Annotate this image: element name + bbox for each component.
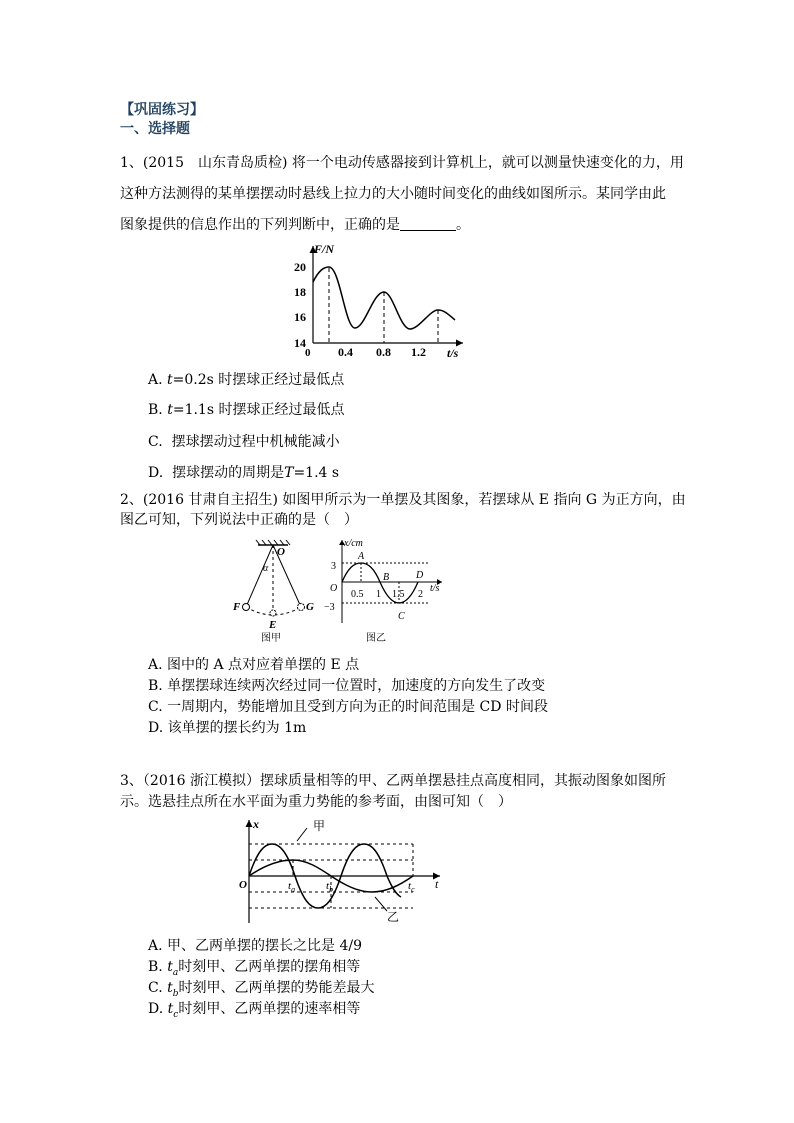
q1-ytick-16: 16	[294, 310, 306, 324]
answer-blank	[400, 216, 456, 231]
fig-jia-caption: 图甲	[261, 633, 281, 644]
q1-line3	[120, 215, 470, 235]
q1-option-c[interactable]: C. 摆球摆动过程中机械能减小	[148, 434, 340, 450]
bob-left	[243, 604, 250, 611]
q3-option-a[interactable]: A. 甲、乙两单摆的摆长之比是 4/9	[148, 938, 362, 954]
q3-line1: 3、（2016 浙江模拟）摆球质量相等的甲、乙两单摆悬挂点高度相同，其振动图象如图所	[120, 773, 666, 789]
bracket-title: 【巩固练习】	[120, 102, 204, 118]
q1-xtick-0.8: 0.8	[376, 345, 391, 359]
fig-yi-caption: 图乙	[366, 633, 386, 644]
q2-ytick-neg3: −3	[324, 602, 335, 613]
label-tb: $t_b$	[326, 880, 334, 894]
q2-point-a: A	[358, 551, 365, 562]
q3-line2: 示。选悬挂点所在水平面为重力势能的参考面，由图可知（ ）	[120, 794, 512, 810]
point-f-label: F	[233, 601, 241, 613]
label-yi: 乙	[387, 910, 400, 924]
q2-option-c[interactable]: C. 一周期内，势能增加且受到方向为正的时间范围是 CD 时间段	[148, 699, 548, 715]
q1-xtick-0.4: 0.4	[338, 345, 353, 359]
q1-ytick-14: 14	[294, 336, 306, 350]
q3-origin: O	[239, 879, 247, 891]
q2-line1: 2、(2016 甘肃自主招生) 如图甲所示为一单摆及其图象，若摆球从 E 指向 G 为正方向，由	[120, 492, 686, 508]
q1-option-d[interactable]: D. 摆球摆动的周期是T=1.4 s	[148, 465, 340, 481]
q3-option-b[interactable]: B. $t_a$时刻甲、乙两单摆的摆角相等	[148, 959, 361, 978]
q1-ytick-18: 18	[294, 285, 306, 299]
q2-point-d: D	[416, 570, 424, 581]
label-ta: $t_a$	[288, 880, 296, 894]
q2-x-label: t/s	[430, 583, 440, 594]
point-o-label: O	[277, 546, 285, 558]
q1-force-curve	[313, 267, 455, 329]
q1-y-label: F/N	[314, 242, 335, 256]
q1-line1: 1、(2015 山东青岛质检) 将一个电动传感器接到计算机上，就可以测量快速变化的力，用	[120, 155, 684, 171]
q2-point-c: C	[398, 611, 405, 622]
q1-origin: 0	[305, 347, 311, 359]
part-title: 一、选择题	[120, 121, 190, 137]
bob-right	[298, 604, 305, 611]
q3-option-c[interactable]: C. $t_b$时刻甲、乙两单摆的势能差最大	[148, 980, 375, 999]
q2-xtick-2: 2	[418, 589, 423, 600]
q1-option-b[interactable]: B. t=1.1s 时摆球正经过最低点	[148, 402, 345, 418]
q3-option-d[interactable]: D. $t_c$时刻甲、乙两单摆的速率相等	[148, 1001, 361, 1020]
q2-y-label: x/cm	[344, 538, 363, 549]
q1-force-time-graph	[285, 240, 505, 360]
q2-point-b: B	[383, 572, 390, 583]
jia-pointer	[297, 828, 307, 841]
q3-y-label: x	[253, 817, 259, 831]
q2-option-d[interactable]: D. 该单摆的摆长约为 1m	[148, 720, 307, 736]
q2-option-b[interactable]: B. 单摆摆球连续两次经过同一位置时，加速度的方向发生了改变	[148, 678, 546, 694]
q1-x-label: t/s	[447, 346, 459, 360]
q1-line2: 这种方法测得的某单摆摆动时悬线上拉力的大小随时间变化的曲线如图所示。某同学由此	[120, 186, 666, 202]
point-e-label: E	[269, 619, 277, 631]
q1-line3-pre: 图象提供的信息作出的下列判断中，正确的是	[120, 217, 400, 233]
q3-oscillation-graph	[235, 815, 450, 930]
q2-pendulum-figure	[226, 535, 326, 645]
q2-xtick-1.5: 1.5	[392, 589, 405, 600]
alpha-label: α	[263, 563, 269, 574]
yi-pointer	[375, 897, 387, 911]
q2-ytick-3: 3	[331, 561, 336, 572]
q2-option-a[interactable]: A. 图中的 A 点对应着单摆的 E 点	[148, 657, 360, 673]
q2-line2: 图乙可知，下列说法中正确的是（ ）	[120, 512, 358, 528]
label-tc: $t_c$	[408, 880, 415, 894]
q1-xtick-1.2: 1.2	[411, 345, 426, 359]
q1-ytick-20: 20	[294, 260, 306, 274]
q1-option-a[interactable]: A. t=0.2s 时摆球正经过最低点	[148, 372, 345, 388]
q1-line3-post: 。	[456, 217, 470, 233]
q3-x-label: t	[435, 877, 439, 891]
q2-xtick-1: 1	[376, 589, 381, 600]
string-left	[246, 545, 273, 607]
bob-bottom	[270, 610, 276, 616]
q2-xtick-0.5: 0.5	[351, 589, 364, 600]
q2-xt-graph	[318, 535, 453, 645]
label-jia: 甲	[313, 819, 326, 833]
q2-origin: O	[330, 583, 338, 594]
point-g-label: G	[306, 601, 314, 613]
